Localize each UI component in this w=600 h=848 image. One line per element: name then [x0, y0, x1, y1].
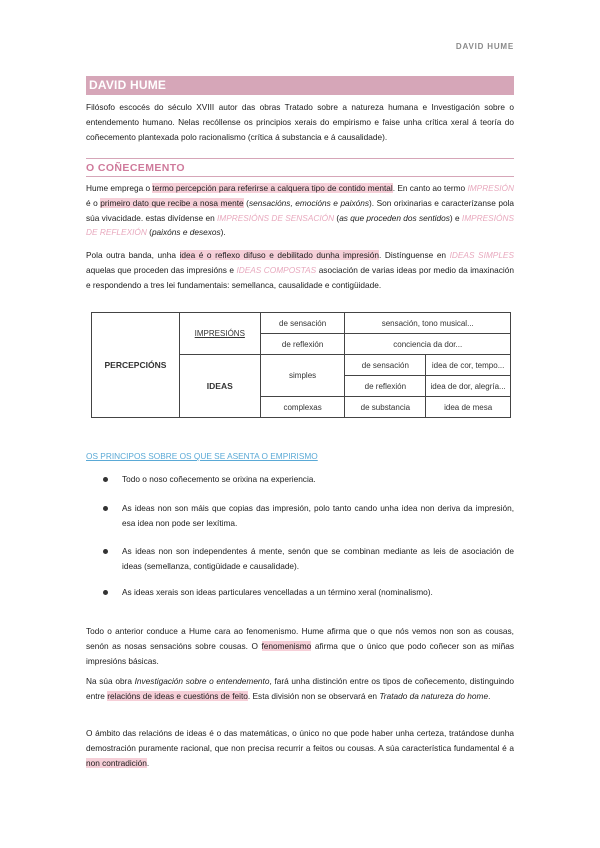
bullet-icon [103, 477, 108, 482]
text-run: ) e [449, 212, 462, 223]
list-item-text: As ideas non son independentes á mente, senón que se combinan mediante as leis de asociación de ideas (semellanza, contigüidade e causalidade). [122, 546, 514, 571]
fenomenismo-paragraph [86, 624, 514, 668]
term-impresion: IMPRESIÓN [467, 183, 514, 193]
cell-percepcions: PERCEPCIÓNS [92, 313, 180, 418]
text-run: , fará unha distinción entre os tipos de coñecemento, distinguindo entre [86, 676, 515, 701]
highlight-non-contradicion: non contradición [86, 757, 147, 768]
section-heading-conecemento: O COÑECEMENTO [86, 162, 185, 174]
cell-simples-sensacion-example: idea de cor, tempo... [426, 355, 511, 376]
cell-sensacion-example: sensación, tono musical... [345, 313, 511, 334]
text-run: Hume emprega o [86, 183, 153, 193]
cell-de-reflexion: de reflexión [260, 334, 345, 355]
cell-complexas-example: idea de mesa [426, 397, 511, 418]
text-run-italic: Tratado da natureza do home [379, 690, 489, 701]
text-run-italic: paixóns e desexos [151, 227, 221, 238]
highlight-perception: termo percepción para referirse a calquera tipo de contido mental [152, 183, 393, 193]
cell-impresions: IMPRESIÓNS [179, 313, 260, 355]
highlight-idea: idea é o reflexo difuso e debilitado dunha impresión [179, 250, 379, 260]
ideas-paragraph [86, 248, 514, 292]
text-run: . Distínguense en [379, 250, 450, 260]
mathematics-paragraph [86, 726, 514, 770]
text-run: ). [220, 227, 226, 238]
cell-simples-reflexion-example: idea de dor, alegría... [426, 376, 511, 397]
text-run: Na súa obra [86, 676, 135, 686]
list-item-text: As ideas xerais son ideas particulares vencelladas a un término xeral (nominalismo). [122, 587, 433, 597]
text-run: . En canto ao termo [392, 183, 468, 193]
term-ideas-compostas: IDEAS COMPOSTAS [236, 264, 317, 275]
intro-paragraph: Filósofo escocés do século XVIII autor das obras Tratado sobre a natureza humana e Investigación sobre o entendemento humano. Nelas recóllense os principios xerais do empirismo e faise unha crítica xeral á teoría do coñecemento plantexada polo racionalismo (crítica á substancia e á causalidade). [86, 102, 514, 142]
text-run: . [146, 757, 150, 768]
text-run: ). Son orixinarias e caracterízanse pola súa vivacidade. estas divídense en [86, 197, 515, 223]
cell-ideas: IDEAS [179, 355, 260, 418]
highlight-relations: relacións de ideas e cuestións de feito [107, 690, 248, 701]
text-run: Todo o anterior conduce a Hume cara ao fenomenismo. Hume afirma que o que nós vemos non son as cousas, senón as nosas sensacións sobre cousas. O [86, 626, 514, 651]
text-run: O ámbito das relacións de ideas é o das matemáticas, o único no que pode haber unha certeza, tratándose dunha demostración puramente racional, que non precisa recurrir a feitos ou cousas. A súa característica fundamental é a [86, 728, 514, 753]
text-run: ( [334, 212, 340, 223]
section-rule-bottom [86, 176, 514, 177]
text-run: aquelas que proceden das impresións e [86, 264, 237, 275]
bullet-icon [103, 549, 108, 554]
text-run: asociación de varias ideas por medio da imaxinación e respondendo a tres lei fundamentais: semellanca, causalidade e contigüidade. [86, 264, 515, 290]
cell-de-sensacion: de sensación [260, 313, 345, 334]
highlight-first-datum: primeiro dato que recibe a nosa mente [100, 197, 244, 208]
term-impresions-reflexion: IMPRESIÓNS DE REFLEXIÓN [86, 212, 515, 238]
cell-complexas: complexas [260, 397, 345, 418]
perceptions-table [91, 312, 511, 418]
text-run: afirma que o único que podo coñecer son as miñas impresións básicas. [86, 640, 514, 666]
text-run: é o [86, 197, 101, 208]
section-rule-top [86, 158, 514, 159]
text-run: . [488, 690, 491, 701]
document-title: DAVID HUME [89, 78, 167, 92]
text-run-italic: sensacións, emocións e paixóns [248, 197, 370, 208]
running-header: DAVID HUME [455, 42, 514, 51]
bullet-icon [103, 506, 108, 511]
term-ideas-simples: IDEAS SIMPLES [449, 250, 515, 260]
text-run: Pola outra banda, unha [86, 250, 180, 260]
title-banner [86, 76, 514, 95]
knowledge-types-paragraph [86, 674, 514, 704]
cell-reflexion-example: conciencia da dor... [345, 334, 511, 355]
text-run: . Esta división non se observará en [247, 690, 380, 701]
text-run: ( [146, 227, 152, 238]
list-item-text: Todo o noso coñecemento se orixina na experiencia. [122, 474, 316, 484]
cell-complexas-substancia: de substancia [345, 397, 426, 418]
text-run-italic: as que proceden dos sentidos [339, 212, 450, 223]
cell-simples: simples [260, 355, 345, 397]
term-impresions-sensacion: IMPRESIÓNS DE SENSACIÓN [217, 212, 335, 223]
highlight-fenomenismo: fenomenismo [261, 640, 312, 651]
list-item-text: As ideas non son máis que copias das impresión, polo tanto cando unha idea non deriva da impresión, esa idea non pode ser lexítima. [122, 503, 514, 528]
principles-link[interactable]: OS PRINCIPOS SOBRE OS QUE SE ASENTA O EMPIRISMO [86, 451, 318, 461]
text-run-italic: Investigación sobre o entendemento [134, 676, 270, 686]
perception-paragraph [86, 181, 514, 240]
cell-simples-reflexion: de reflexión [345, 376, 426, 397]
cell-simples-sensacion: de sensación [345, 355, 426, 376]
text-run: ( [243, 197, 249, 208]
bullet-icon [103, 590, 108, 595]
